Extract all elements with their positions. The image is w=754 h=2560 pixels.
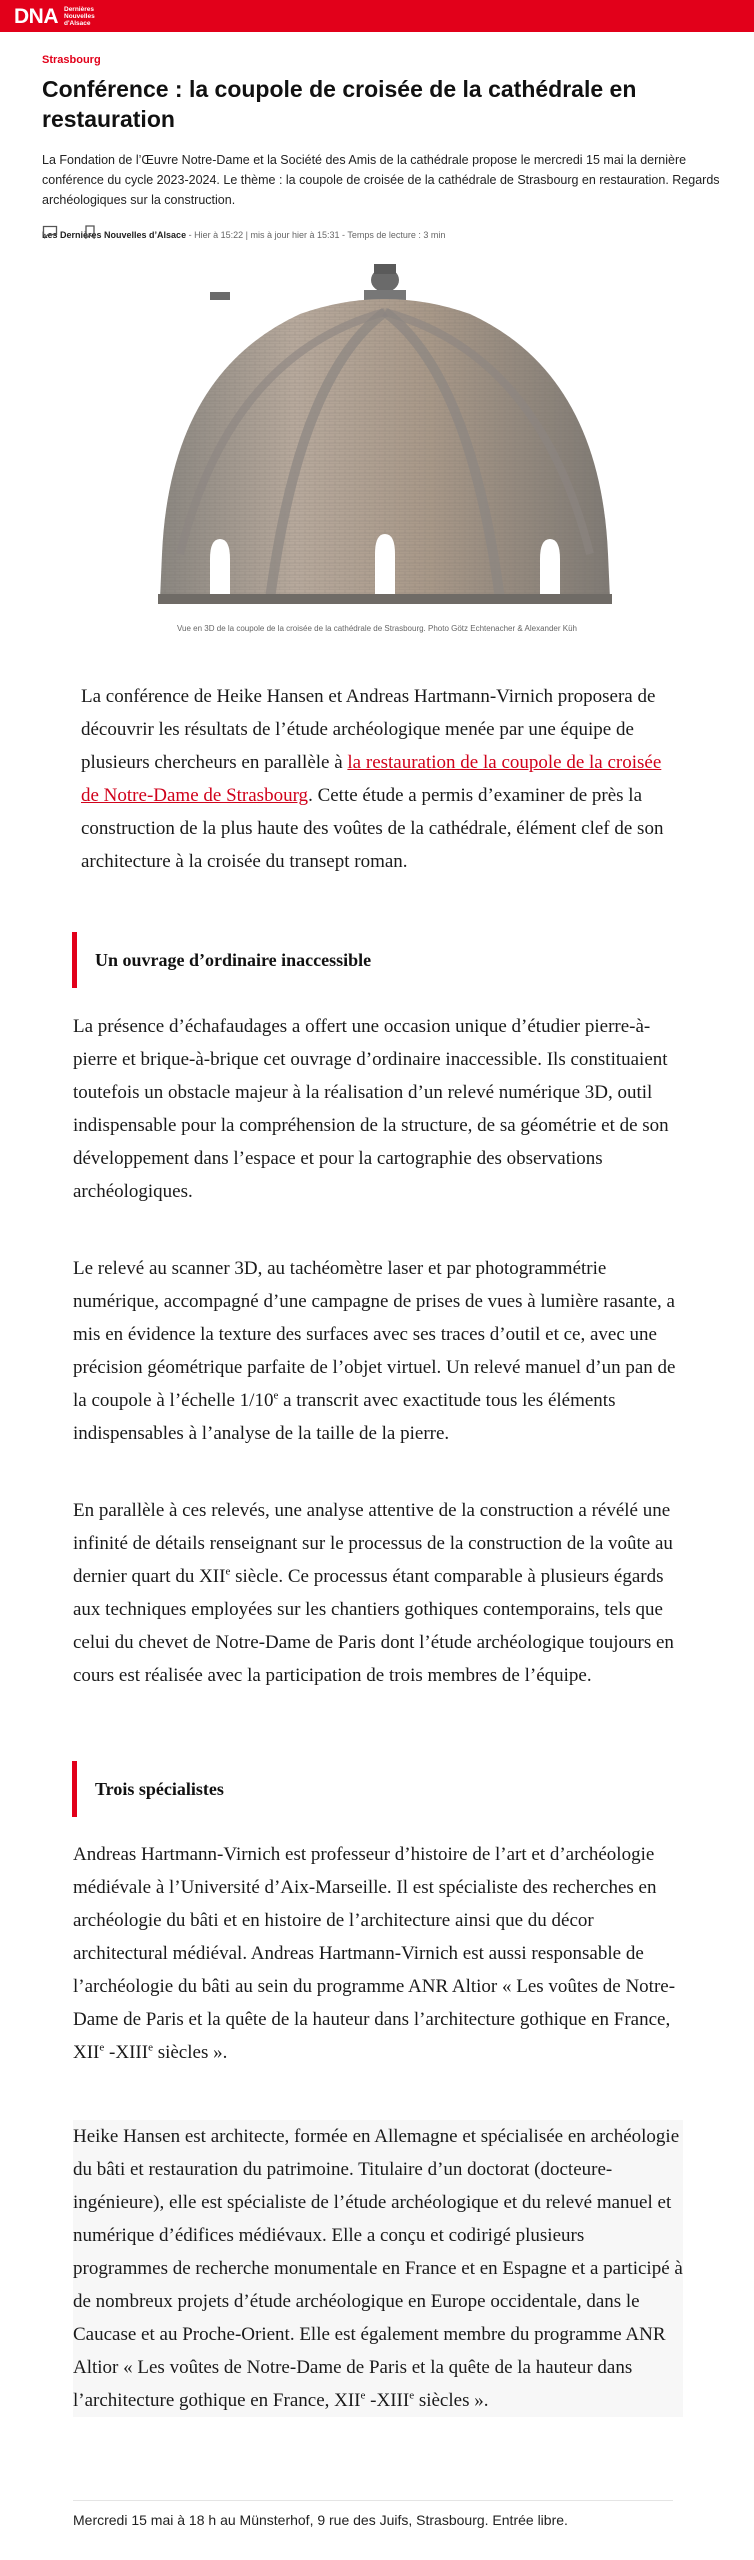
paragraph-survey: [73, 1252, 683, 1450]
paragraph-analysis: [73, 1494, 683, 1692]
dna-logo[interactable]: [14, 6, 116, 27]
subheading-text: Un ouvrage d’ordinaire inaccessible: [95, 949, 372, 970]
logo-wordmark: DNA: [14, 4, 58, 28]
intro-text: La conférence de Heike Hansen et Andreas Hartmann-Virnich proposera de découvrir les résultats de l’étude archéologique menée par une équipe de plusieurs chercheurs en parallèle à: [81, 686, 656, 773]
article-title: Conférence : la coupole de croisée de la cathédrale en restauration: [42, 76, 637, 132]
hansen-text-end: siècles ».: [414, 2390, 489, 2411]
article-kicker[interactable]: Strasbourg: [42, 54, 101, 66]
superscript: e: [99, 2041, 105, 2054]
superscript: e: [148, 2041, 153, 2054]
subheading-text: Trois spécialistes: [95, 1778, 224, 1799]
article-image[interactable]: [150, 254, 620, 614]
hartmann-text: Andreas Hartmann-Virnich est professeur d’histoire de l’art et d’archéologie médiévale à l’Université d’Aix-Marseille. Il est spécialiste des recherches en archéologie du bâti et en histoire de l’architecture ainsi que du décor architectural médiéval. Andreas Hartmann-Virnich est aussi responsable de l’archéologie du bâti au sein du programme ANR Altior « Les voûtes de Notre-Dame de Paris et la quête de la hauteur dans l’architecture gothique en France, XII: [73, 1844, 676, 2063]
paragraph-intro: [81, 680, 681, 878]
byline-source: Les Dernières Nouvelles d’Alsace: [42, 230, 187, 240]
article-lead: La Fondation de l’Œuvre Notre-Dame et la Société des Amis de la cathédrale propose le mercredi 15 mai la dernière conférence du cycle 2023-2024. Le thème : la coupole de croisée de la cathédrale de Strasbourg en restauration. Regards archéologiques sur la construction.: [42, 153, 720, 207]
image-caption: Vue en 3D de la coupole de la croisée de la cathédrale de Strasbourg. Photo Götz Echtenacher & Alexander Küh: [177, 624, 577, 633]
superscript: e: [409, 2389, 415, 2402]
practical-info: Mercredi 15 mai à 18 h au Münsterhof, 9 rue des Juifs, Strasbourg. Entrée libre.: [73, 2512, 568, 2528]
intro-text-end: . Cette étude a permis d’examiner de près la construction de la plus haute des voûtes de la cathédrale, élément clef de son architecture à la croisée du transept roman.: [81, 785, 664, 872]
survey-text-end: a transcrit avec exactitude tous les éléments indispensables à l’analyse de la taille de la pierre.: [73, 1390, 616, 1444]
superscript: e: [273, 1389, 279, 1402]
article-actions: [40, 222, 100, 242]
comment-icon: [42, 225, 58, 239]
bookmark-icon: [84, 225, 96, 239]
superscript: e: [360, 2389, 366, 2402]
comment-button[interactable]: [40, 222, 60, 242]
paragraph-hansen: [73, 2120, 683, 2417]
hansen-text: Heike Hansen est architecte, formée en Allemagne et spécialisée en archéologie du bâti et restauration du patrimoine. Titulaire d’un doctorat (docteure-ingénieure), elle est spécialiste de l’étude archéologique et du relevé manuel et numérique d’édifices médiévaux. Elle a conçu et codirigé plusieurs programmes de recherche monumentale en France et en Espagne et a participé à de nombreux projets d’étude archéologique en Europe occidentale, dans le Caucase et au Proche-Orient. Elle est également membre du programme ANR Altior « Les voûtes de Notre-Dame de Paris et la quête de la hauteur dans l’architecture gothique en France, XII: [73, 2126, 683, 2411]
article-header: [42, 48, 722, 240]
subheading-specialists: [72, 1761, 677, 1817]
divider: [73, 2500, 673, 2501]
restoration-link[interactable]: la restauration de la coupole de la croisée de Notre-Dame de Strasbourg: [81, 752, 662, 806]
top-bar: [0, 0, 754, 32]
hartmann-text-end: siècles ».: [152, 2042, 228, 2063]
logo-subtitle: Dernières Nouvelles d'Alsace: [64, 5, 95, 27]
byline-meta: - Hier à 15:22 | mis à jour hier à 15:31 - Temps de lecture : 3 min: [186, 230, 446, 240]
article-byline: [42, 230, 722, 240]
hartmann-text-mid: -XIII: [104, 2042, 149, 2063]
dome-illustration: [150, 254, 620, 614]
survey-text: Le relevé au scanner 3D, au tachéomètre laser et par photogrammétrie numérique, accompagné d’une campagne de prises de vues à lumière rasante, a mis en évidence la texture des surfaces avec ses traces d’outil et ce, avec une précision géométrique parfaite de l’objet virtuel. Un relevé manuel d’un pan de la coupole à l’échelle 1/10: [73, 1258, 676, 1411]
hansen-text-mid: -XIII: [365, 2390, 410, 2411]
analysis-text: En parallèle à ces relevés, une analyse attentive de la construction a révélé une infinité de détails renseignant sur le processus de la construction de la voûte au dernier quart du XII: [73, 1500, 673, 1587]
paragraph-hartmann: [73, 1838, 683, 2069]
subheading-inaccessible: [72, 932, 677, 988]
superscript: e: [225, 1565, 231, 1578]
bookmark-button[interactable]: [80, 222, 100, 242]
paragraph-scaffolding: La présence d’échafaudages a offert une occasion unique d’étudier pierre-à-pierre et brique-à-brique cet ouvrage d’ordinaire inaccessible. Ils constituaient toutefois un obstacle majeur à la réalisation d’un relevé numérique 3D, outil indispensable pour la compréhension de la structure, de sa géométrie et de son développement dans l’espace et pour la cartographie des observations archéologiques.: [73, 1016, 669, 1202]
analysis-text-end: siècle. Ce processus étant comparable à plusieurs égards aux techniques employées sur les chantiers gothiques contemporains, tels que celui du chevet de Notre-Dame de Paris dont l’étude archéologique toujours en cours est réalisée avec la participation de trois membres de l’équipe.: [73, 1566, 674, 1686]
